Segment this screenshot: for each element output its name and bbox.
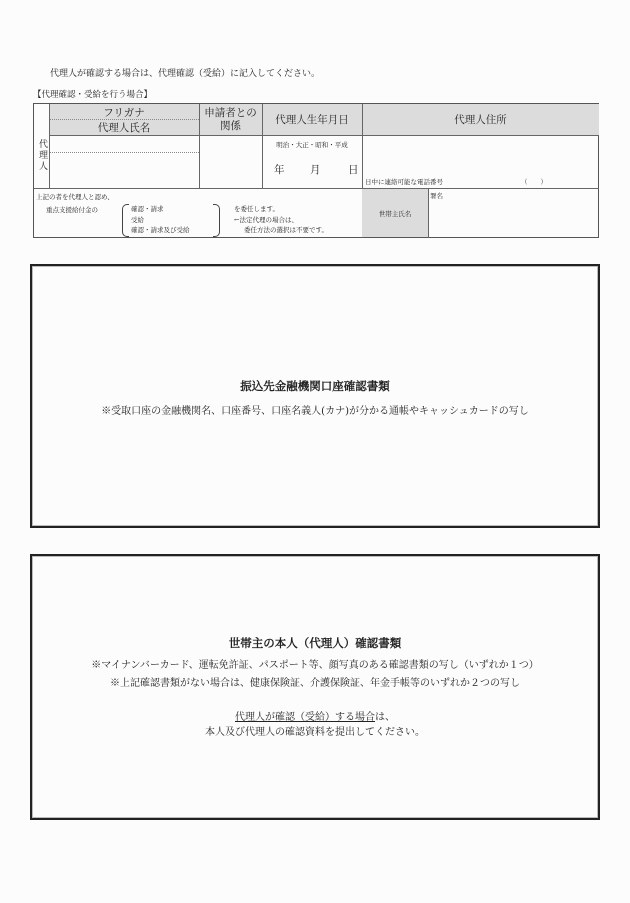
header-birthdate: 代理人生年月日 xyxy=(275,114,349,126)
bank-document-box xyxy=(30,264,600,528)
id-document-box xyxy=(30,554,600,820)
intro-instruction: 代理人が確認する場合は、代理確認（受給）に記入してください。 xyxy=(50,69,321,79)
proxy-side-label: 代理人 xyxy=(37,138,47,172)
id-box-line2: ※上記確認書類がない場合は、健康保険証、介護保険証、年金手帳等のいずれか２つの写し xyxy=(110,678,520,689)
proxy-name-input[interactable] xyxy=(50,153,198,187)
option-confirm-claim-receive[interactable]: 確認・請求及び受給 xyxy=(131,226,190,234)
id-box-proxy-note: 代理人が確認（受給）する場合は、 xyxy=(235,712,395,723)
divider xyxy=(428,188,429,238)
signature-field[interactable] xyxy=(430,191,598,236)
divider xyxy=(199,104,200,188)
left-bracket xyxy=(122,204,129,237)
id-box-proxy-note-line2: 本人及び代理人の確認資料を提出してください。 xyxy=(205,727,425,738)
phone-parens: （ ） xyxy=(521,178,547,186)
divider xyxy=(262,104,263,188)
header-furigana: フリガナ xyxy=(103,106,145,119)
proxy-table xyxy=(33,103,599,238)
delegation-prefix: 重点支援給付金の xyxy=(46,206,98,214)
birthdate-input[interactable] xyxy=(262,160,362,180)
id-box-line1: ※マイナンバーカード、運転免許証、パスポート等、顔写真のある確認書類の写し（いずれか１つ） xyxy=(91,660,539,671)
furigana-input[interactable] xyxy=(50,136,198,152)
bank-box-title: 振込先金融機関口座確認書類 xyxy=(240,379,390,393)
delegation-notes xyxy=(234,204,328,236)
option-confirm-claim[interactable]: 確認・請求 xyxy=(131,205,164,213)
signature-label: 署名 xyxy=(430,192,443,200)
header-address: 代理人住所 xyxy=(454,114,507,126)
year-label: 年 xyxy=(274,164,285,176)
right-bracket xyxy=(213,204,220,237)
option-receive[interactable]: 受給 xyxy=(131,215,144,224)
householder-name-label: 世帯主氏名 xyxy=(362,189,428,237)
address-input[interactable] xyxy=(363,136,598,174)
divider xyxy=(34,188,599,189)
delegate-text: を委任します。 xyxy=(234,205,279,213)
id-box-title: 世帯主の本人（代理人）確認書類 xyxy=(228,636,402,650)
delegation-options xyxy=(131,204,190,236)
header-proxy-name: 代理人氏名 xyxy=(97,122,151,134)
divider xyxy=(49,104,50,188)
section-label: 【代理確認・受給を行う場合】 xyxy=(33,90,153,100)
legal-note-line1: ←法定代理の場合は、 xyxy=(234,215,298,224)
month-label: 月 xyxy=(310,164,321,176)
header-relation: 申請者との 関係 xyxy=(204,106,257,132)
delegation-section xyxy=(36,192,361,237)
bank-box-description: ※受取口座の金融機関名、口座番号、口座名義人(カナ)が分かる通帳やキャッシュカードの写し xyxy=(101,406,529,417)
divider xyxy=(49,135,599,136)
proxy-note-underlined: 代理人が確認（受給）する場合 xyxy=(235,712,375,723)
legal-note-line2: 委任方法の選択は不要です。 xyxy=(244,226,328,234)
relation-input[interactable] xyxy=(200,136,261,187)
day-label: 日 xyxy=(348,164,359,176)
daytime-phone-label: 日中に連絡可能な電話番号 xyxy=(365,178,443,186)
era-options[interactable]: 明治・大正・昭和・平成 xyxy=(276,140,348,149)
delegation-line1: 上記の者を代理人と認め、 xyxy=(36,193,114,201)
